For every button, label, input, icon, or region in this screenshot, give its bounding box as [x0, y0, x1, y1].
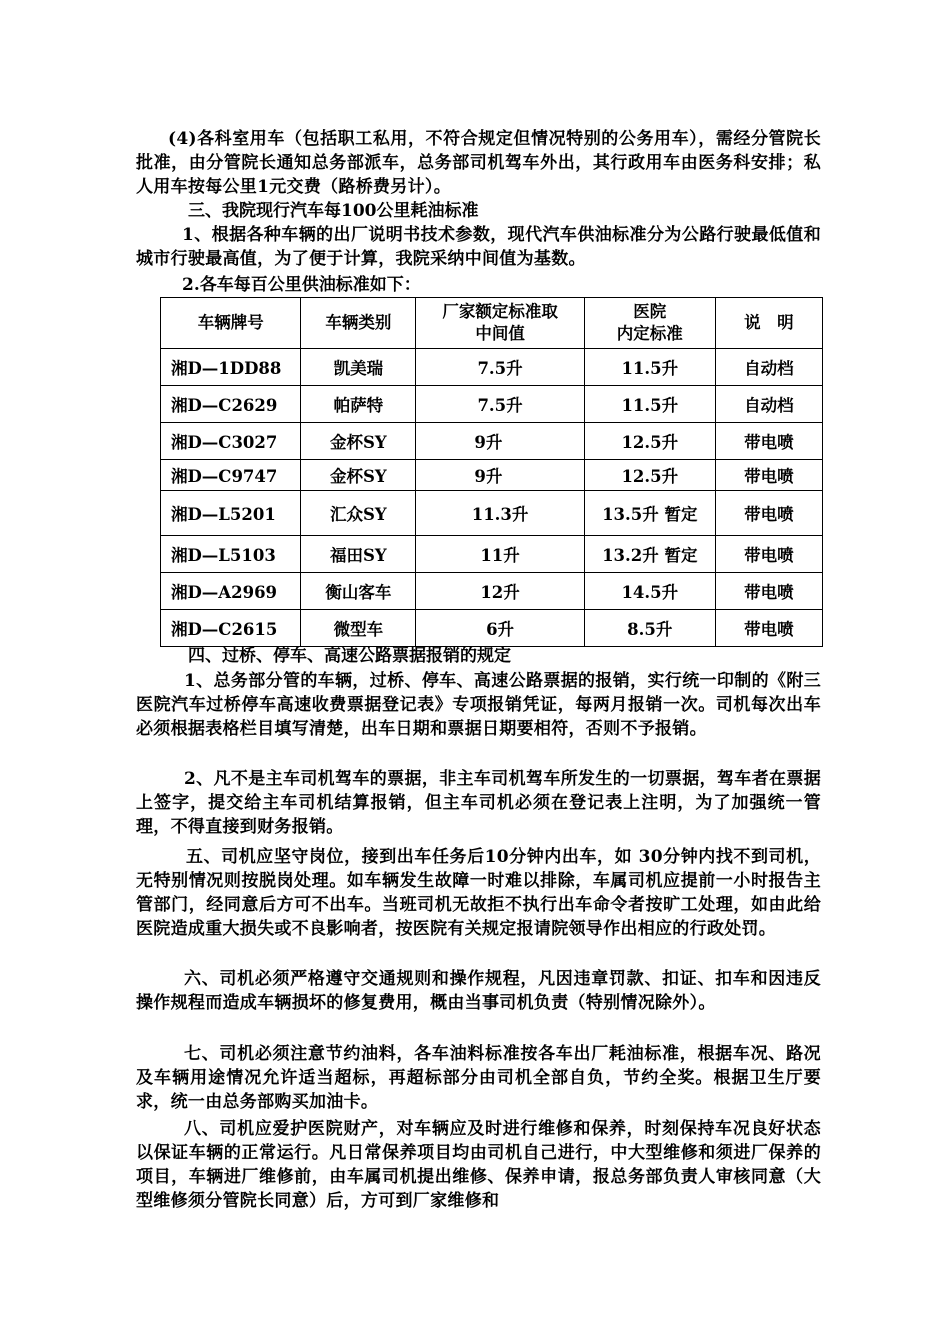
- header-note: 说 明: [715, 298, 822, 349]
- cell-plate: 湘D—L5103: [161, 536, 301, 573]
- header-hospital-line2: 内定标准: [616, 324, 683, 343]
- section-7-paragraph: 七、司机必须注意节约油料，各车油料标准按各车出厂耗油标准，根据车况、路况及车辆用途情况允许适当超标，再超标部分由司机全部自负，节约全奖。根据卫生厅要求，统一由总务部购买加油卡。: [136, 1044, 821, 1112]
- table-row: [161, 536, 823, 573]
- cell-plate: 湘D—C2615: [161, 610, 301, 647]
- cell-type: 微型车: [301, 610, 416, 647]
- cell-note: 自动档: [715, 349, 822, 386]
- cell-hospital: 12.5升: [584, 460, 715, 491]
- cell-plate: 湘D—1DD88: [161, 349, 301, 386]
- cell-type: 帕萨特: [301, 386, 416, 423]
- cell-note: 带电喷: [715, 573, 822, 610]
- cell-hospital: 12.5升: [584, 423, 715, 460]
- cell-note: 自动档: [715, 386, 822, 423]
- header-type: 车辆类别: [301, 298, 416, 349]
- cell-type: 金杯SY: [301, 460, 416, 491]
- cell-type: 凯美瑞: [301, 349, 416, 386]
- section-6-paragraph: 六、司机必须严格遵守交通规则和操作规程，凡因违章罚款、扣证、扣车和因违反操作规程而造成车辆损坏的修复费用，概由当事司机负责（特别情况除外）。: [136, 969, 821, 1013]
- table-header-row: [161, 298, 823, 349]
- header-hospital-line1: 医院: [633, 302, 667, 321]
- cell-factory: 12升: [416, 573, 584, 610]
- table-row: [161, 386, 823, 423]
- table-row: [161, 573, 823, 610]
- cell-note: 带电喷: [715, 460, 822, 491]
- paragraph-fuel-table-intro: 2.各车每百公里供油标准如下：: [182, 275, 421, 295]
- cell-factory: 9升: [416, 460, 584, 491]
- cell-factory: 6升: [416, 610, 584, 647]
- paragraph-fuel-standard-basis: 1、根据各种车辆的出厂说明书技术参数，现代汽车供油标准分为公路行驶最低值和城市行驶最高值，为了便于计算，我院采纳中间值为基数。: [136, 225, 821, 269]
- cell-factory: 9升: [416, 423, 584, 460]
- cell-plate: 湘D—C9747: [161, 460, 301, 491]
- cell-plate: 湘D—L5201: [161, 491, 301, 536]
- cell-type: 衡山客车: [301, 573, 416, 610]
- cell-plate: 湘D—A2969: [161, 573, 301, 610]
- paragraph-vehicle-use: (4)各科室用车（包括职工私用，不符合规定但情况特别的公务用车），需经分管院长批准，由分管院长通知总务部派车，总务部司机驾车外出，其行政用车由医务科安排；私人用车按每公里1元交费（路桥费另计）。: [136, 129, 821, 197]
- cell-hospital: 13.2升 暂定: [584, 536, 715, 573]
- section-5-paragraph: 五、司机应坚守岗位，接到出车任务后10分钟内出车，如 30分钟内找不到司机，无特别情况则按脱岗处理。如车辆发生故障一时难以排除，车属司机应提前一小时报告主管部门，经同意后方可不出车。当班司机无故拒不执行出车命令者按旷工处理，如由此给医院造成重大损失或不良影响者，按医院有关规定报请院领导作出相应的行政处罚。: [136, 847, 821, 939]
- section-8-paragraph: 八、司机应爱护医院财产，对车辆应及时进行维修和保养，时刻保持车况良好状态以保证车辆的正常运行。凡日常保养项目均由司机自己进行，中大型维修和须进厂保养的项目，车辆进厂维修前，由车属司机提出维修、保养申请，报总务部负责人审核同意（大型维修须分管院长同意）后，方可到厂家维修和: [136, 1119, 821, 1211]
- cell-type: 汇众SY: [301, 491, 416, 536]
- cell-factory: 11.3升: [416, 491, 584, 536]
- cell-note: 带电喷: [715, 491, 822, 536]
- section-3-title: 三、我院现行汽车每100公里耗油标准: [188, 201, 479, 221]
- cell-hospital: 14.5升: [584, 573, 715, 610]
- header-factory-line1: 厂家额定标准取: [442, 302, 558, 321]
- header-hospital-standard: [584, 298, 715, 349]
- cell-factory: 11升: [416, 536, 584, 573]
- table-row: [161, 491, 823, 536]
- paragraph-toll-reimbursement: 1、总务部分管的车辆，过桥、停车、高速公路票据的报销，实行统一印制的《附三医院汽车过桥停车高速收费票据登记表》专项报销凭证，每两月报销一次。司机每次出车必须根据表格栏目填写清楚，出车日期和票据日期要相符，否则不予报销。: [136, 671, 821, 739]
- cell-note: 带电喷: [715, 536, 822, 573]
- cell-hospital: 11.5升: [584, 386, 715, 423]
- paragraph-non-primary-driver: 2、凡不是主车司机驾车的票据，非主车司机驾车所发生的一切票据，驾车者在票据上签字，提交给主车司机结算报销，但主车司机必须在登记表上注明，为了加强统一管理，不得直接到财务报销。: [136, 769, 821, 837]
- cell-factory: 7.5升: [416, 386, 584, 423]
- cell-factory: 7.5升: [416, 349, 584, 386]
- cell-hospital: 8.5升: [584, 610, 715, 647]
- table-row: [161, 460, 823, 491]
- section-4-title: 四、过桥、停车、高速公路票据报销的规定: [188, 646, 511, 666]
- table-row: [161, 610, 823, 647]
- cell-type: 福田SY: [301, 536, 416, 573]
- cell-plate: 湘D—C3027: [161, 423, 301, 460]
- header-factory-standard: [416, 298, 584, 349]
- table-row: [161, 349, 823, 386]
- cell-type: 金杯SY: [301, 423, 416, 460]
- cell-hospital: 13.5升 暂定: [584, 491, 715, 536]
- fuel-standard-table: [160, 297, 823, 647]
- cell-note: 带电喷: [715, 423, 822, 460]
- header-plate: 车辆牌号: [161, 298, 301, 349]
- header-factory-line2: 中间值: [475, 324, 525, 343]
- table-row: [161, 423, 823, 460]
- cell-note: 带电喷: [715, 610, 822, 647]
- cell-hospital: 11.5升: [584, 349, 715, 386]
- cell-plate: 湘D—C2629: [161, 386, 301, 423]
